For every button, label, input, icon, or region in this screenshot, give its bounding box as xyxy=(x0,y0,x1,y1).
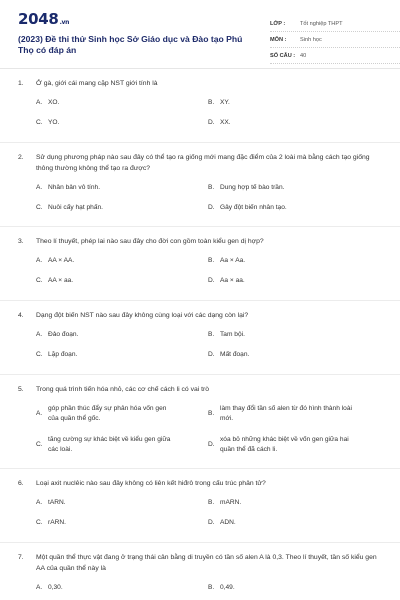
option-letter: D. xyxy=(208,518,215,526)
answer-options xyxy=(36,98,386,127)
option-letter: D. xyxy=(208,350,215,358)
option-letter: B. xyxy=(208,184,215,192)
option-text: Nuôi cấy hạt phấn. xyxy=(48,203,103,211)
question-number: 6. xyxy=(18,480,24,487)
option-letter: B. xyxy=(208,584,215,592)
option-letter: B. xyxy=(208,331,215,339)
answer-option[interactable] xyxy=(36,498,208,508)
question-text xyxy=(18,384,386,395)
question-number: 4. xyxy=(18,312,24,319)
option-text: Aa × Aa. xyxy=(220,257,246,264)
answer-option[interactable] xyxy=(208,404,380,423)
answer-option[interactable] xyxy=(36,183,208,193)
question-body: Ở gà, giới cái mang cặp NST giới tính là xyxy=(36,80,158,87)
answer-option[interactable] xyxy=(36,276,208,286)
answer-option[interactable] xyxy=(36,435,208,454)
answer-options xyxy=(36,183,386,212)
option-letter: A. xyxy=(36,184,43,192)
option-text: tARN. xyxy=(48,499,66,506)
question-number: 2. xyxy=(18,154,24,161)
header xyxy=(18,10,386,72)
answer-option[interactable] xyxy=(36,98,208,108)
question-2 xyxy=(18,152,386,216)
logo-suffix: .vn xyxy=(59,19,70,26)
question-4 xyxy=(18,310,386,364)
option-letter: A. xyxy=(36,99,43,107)
option-letter: D. xyxy=(208,276,215,284)
option-letter: D. xyxy=(208,441,215,448)
answer-option[interactable] xyxy=(36,203,208,213)
option-letter: B. xyxy=(208,499,215,507)
question-text xyxy=(18,310,386,321)
question-text xyxy=(18,478,386,489)
option-text: mARN. xyxy=(220,499,242,506)
option-letter: A. xyxy=(36,584,43,592)
answer-option[interactable] xyxy=(36,118,208,128)
answer-options xyxy=(36,330,386,359)
header-divider xyxy=(0,68,400,69)
option-letter: A. xyxy=(36,499,43,507)
meta-key: MÔN : xyxy=(270,36,287,43)
exam-title: (2023) Đề thi thử Sinh học Sở Giáo dục và Đào tạo Phú Thọ có đáp án xyxy=(18,34,243,55)
option-text: YO. xyxy=(48,118,60,126)
answer-option[interactable] xyxy=(36,350,208,360)
answer-option[interactable] xyxy=(208,583,380,593)
option-letter: B. xyxy=(208,257,215,265)
answer-option[interactable] xyxy=(208,350,380,360)
option-letter: A. xyxy=(36,331,43,339)
option-text: AA × AA. xyxy=(48,257,75,264)
option-letter: B. xyxy=(208,410,215,417)
answer-option[interactable] xyxy=(36,583,208,593)
question-body: Dạng đột biến NST nào sau đây không cùng loại với các dạng còn lại? xyxy=(36,312,249,319)
option-letter: C. xyxy=(36,118,43,126)
answer-option[interactable] xyxy=(208,518,380,528)
option-text: XX. xyxy=(220,118,231,126)
question-number: 3. xyxy=(18,238,24,245)
option-text: Lặp đoạn. xyxy=(48,350,78,358)
question-body: Loại axit nuclêic nào sau đây không có liên kết hiđrô trong cấu trúc phân tử? xyxy=(36,480,266,487)
option-letter: C. xyxy=(36,276,43,284)
option-text: 0,49. xyxy=(220,584,235,591)
question-divider xyxy=(0,542,400,543)
answer-option[interactable] xyxy=(208,435,380,454)
option-text: XY. xyxy=(220,99,230,106)
question-divider xyxy=(0,374,400,375)
answer-option[interactable] xyxy=(208,183,380,193)
meta-row-count xyxy=(270,48,400,64)
option-text: Gây đột biến nhân tạo. xyxy=(220,203,287,211)
answer-option[interactable] xyxy=(208,98,380,108)
option-text: Mất đoạn. xyxy=(220,350,250,358)
meta-row-class xyxy=(270,16,400,32)
meta-value: Sinh học xyxy=(300,36,322,43)
option-text: 0,30. xyxy=(48,584,63,591)
option-letter: C. xyxy=(36,203,43,211)
meta-value: Tốt nghiệp THPT xyxy=(300,20,343,27)
question-body: Trong quá trình tiến hóa nhỏ, các cơ chế cách li có vai trò xyxy=(36,386,210,393)
meta-key: LỚP : xyxy=(270,20,286,27)
question-number: 5. xyxy=(18,386,24,393)
question-body: Một quần thể thực vật đang ở trạng thái cân bằng di truyền có tần số alen A là 0,3. Theo lí thuyết, tần số kiểu gen AA của quần thể này là xyxy=(36,554,377,572)
answer-option[interactable] xyxy=(208,276,380,286)
exam-meta xyxy=(270,16,400,64)
option-text: Nhân bản vô tính. xyxy=(48,184,101,191)
option-text: XO. xyxy=(48,99,60,106)
answer-option[interactable] xyxy=(36,404,208,423)
question-5 xyxy=(18,384,386,458)
option-text: Đảo đoạn. xyxy=(48,331,79,338)
option-letter: C. xyxy=(36,518,43,526)
logo-text: 2048 xyxy=(18,10,59,28)
answer-option[interactable] xyxy=(208,256,380,266)
question-text xyxy=(18,552,386,574)
question-divider xyxy=(0,300,400,301)
option-letter: C. xyxy=(36,350,43,358)
answer-option[interactable] xyxy=(36,330,208,340)
question-list xyxy=(18,78,386,593)
option-text: Dung hợp tế bào trần. xyxy=(220,184,285,191)
question-number: 7. xyxy=(18,554,24,561)
option-letter: D. xyxy=(208,118,215,126)
answer-option[interactable] xyxy=(208,203,380,213)
answer-options xyxy=(36,256,386,285)
answer-option[interactable] xyxy=(208,330,380,340)
question-3 xyxy=(18,236,386,290)
answer-options xyxy=(36,498,386,527)
question-divider xyxy=(0,226,400,227)
question-body: Sử dụng phương pháp nào sau đây có thể tạo ra giống mới mang đặc điểm của 2 loài mà bằng cách tạo giống thông thường không thể tạo ra được? xyxy=(36,154,370,172)
meta-key: SỐ CÂU : xyxy=(270,52,296,59)
option-letter: A. xyxy=(36,257,43,265)
question-number: 1. xyxy=(18,80,24,87)
question-body: Theo lí thuyết, phép lai nào sau đây cho đời con gồm toàn kiểu gen dị hợp? xyxy=(36,238,264,245)
option-letter: C. xyxy=(36,441,43,448)
answer-options xyxy=(36,404,386,454)
option-text: ADN. xyxy=(220,518,236,526)
answer-option[interactable] xyxy=(36,256,208,266)
answer-option[interactable] xyxy=(208,498,380,508)
answer-option[interactable] xyxy=(36,518,208,528)
option-text: góp phần thúc đẩy sự phân hóa vốn gen của quần thể gốc. xyxy=(48,405,167,422)
question-divider xyxy=(0,142,400,143)
answer-options xyxy=(36,583,386,593)
meta-row-subject xyxy=(270,32,400,48)
option-text: Tam bội. xyxy=(220,331,245,338)
option-text: xóa bỏ những khác biệt về vốn gen giữa hai quần thể đã cách li. xyxy=(220,436,349,453)
meta-value: 40 xyxy=(300,52,307,59)
answer-option[interactable] xyxy=(208,118,380,128)
question-text xyxy=(18,152,386,174)
question-text xyxy=(18,236,386,247)
option-letter: B. xyxy=(208,99,215,107)
option-text: AA × aa. xyxy=(48,276,74,284)
question-1 xyxy=(18,78,386,132)
question-divider xyxy=(0,468,400,469)
question-7 xyxy=(18,552,386,593)
option-text: Aa × aa. xyxy=(220,276,245,284)
option-letter: A. xyxy=(36,410,43,417)
option-text: rARN. xyxy=(48,518,66,526)
question-text xyxy=(18,78,386,89)
question-6 xyxy=(18,478,386,532)
option-text: tăng cường sự khác biệt về kiểu gen giữa các loài. xyxy=(48,436,171,453)
option-letter: D. xyxy=(208,203,215,211)
option-text: làm thay đổi tần số alen từ đó hình thành loài mới. xyxy=(220,405,352,422)
